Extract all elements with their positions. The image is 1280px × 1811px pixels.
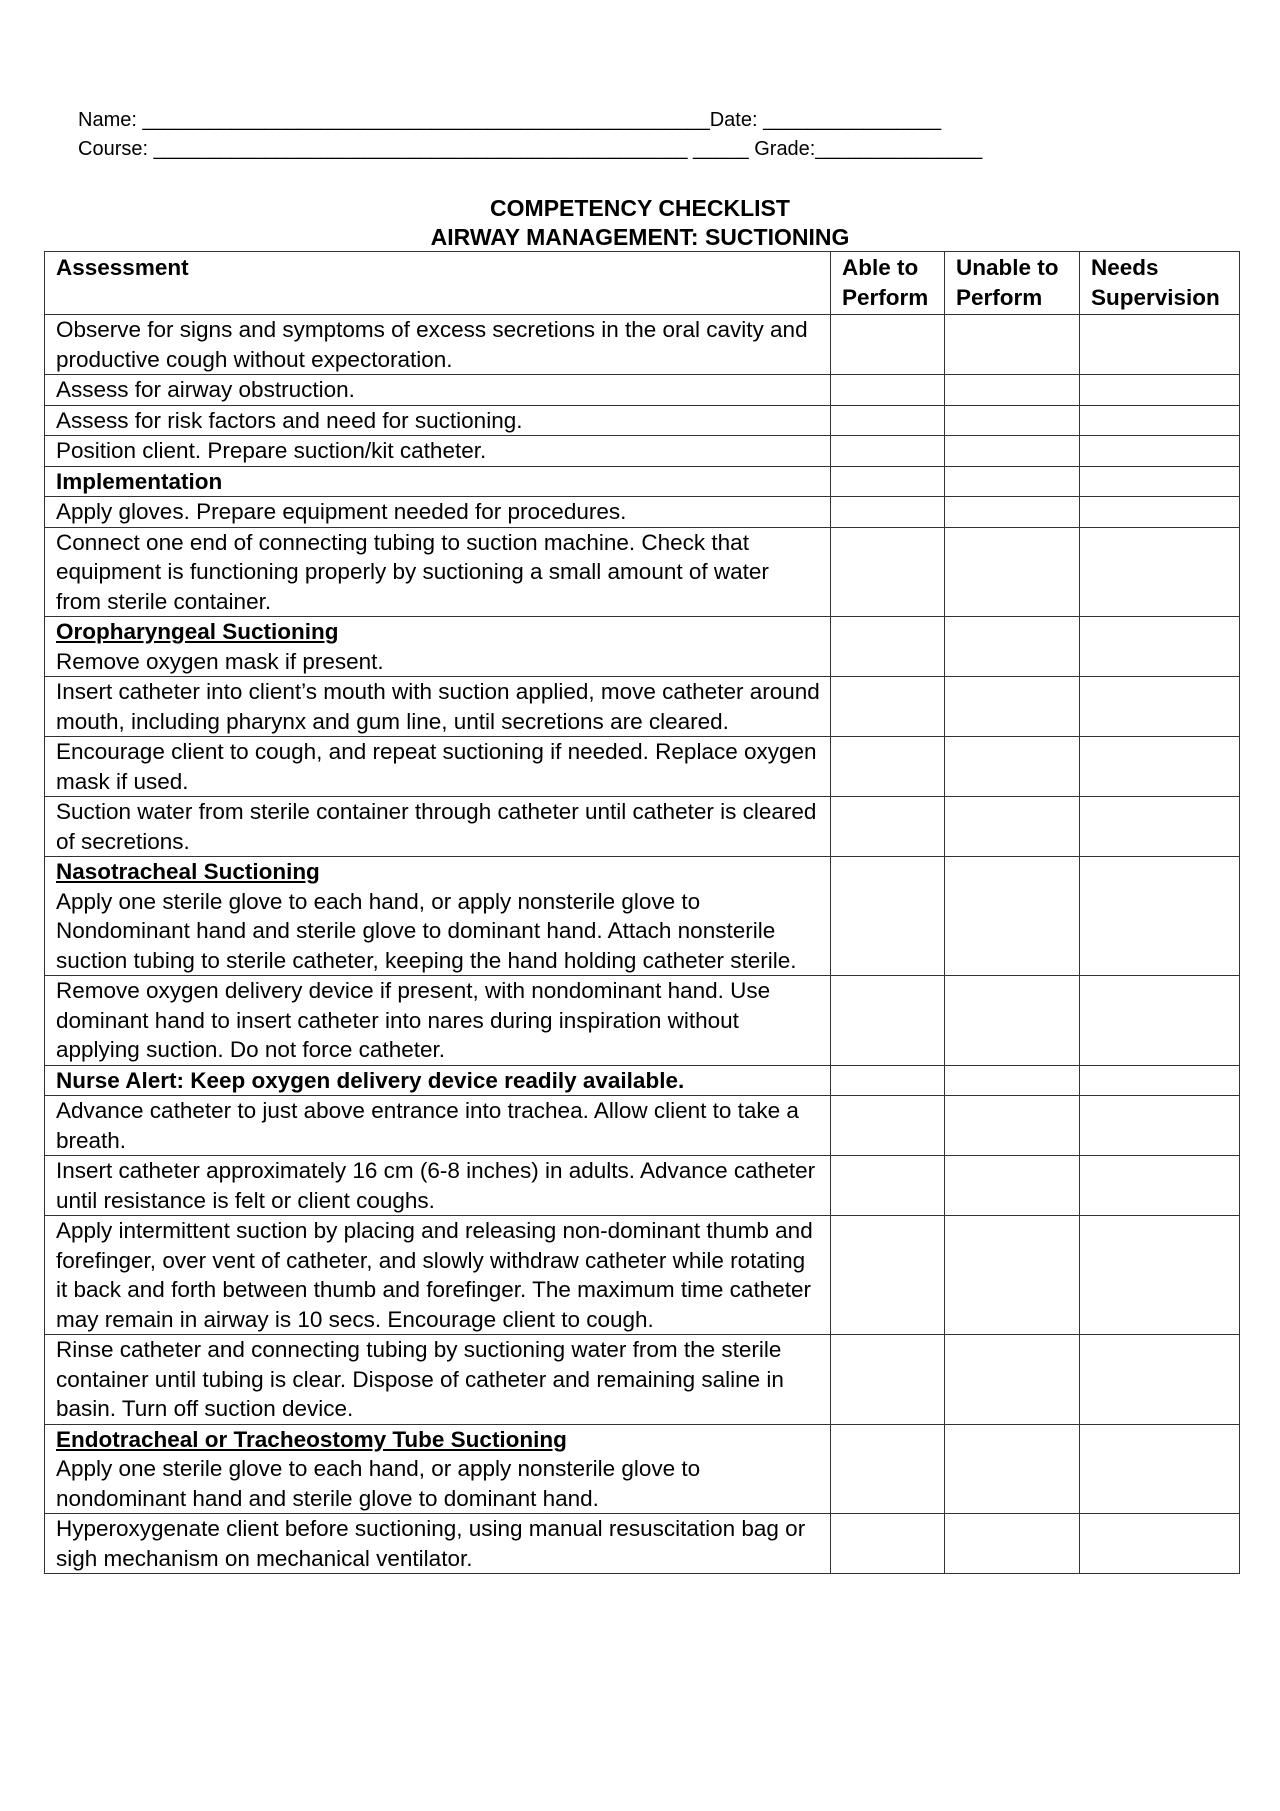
column-header-needs-supervision: Needs Supervision xyxy=(1080,252,1240,315)
assessment-step xyxy=(45,1514,831,1574)
step-text: Observe for signs and symptoms of excess secretions in the oral cavity and productive cough without expectoration. xyxy=(56,317,808,372)
step-text: Nurse Alert: Keep oxygen delivery device readily available. xyxy=(56,1067,685,1093)
needs-supervision-cell[interactable] xyxy=(1080,527,1240,617)
unable-to-perform-cell[interactable] xyxy=(945,857,1080,976)
table-row xyxy=(45,375,1240,406)
unable-to-perform-cell[interactable] xyxy=(945,497,1080,528)
table-row xyxy=(45,1096,1240,1156)
table-row xyxy=(45,857,1240,976)
section-heading: Oropharyngeal Suctioning xyxy=(56,619,339,644)
step-text: Insert catheter approximately 16 cm (6-8 inches) in adults. Advance catheter until resistance is felt or client coughs. xyxy=(56,1158,816,1213)
assessment-step xyxy=(45,436,831,467)
title-line-1: COMPETENCY CHECKLIST xyxy=(490,195,790,221)
column-header-assessment: Assessment xyxy=(45,252,831,315)
needs-supervision-cell[interactable] xyxy=(1080,737,1240,797)
able-to-perform-cell[interactable] xyxy=(831,436,945,467)
assessment-step xyxy=(45,1156,831,1216)
able-to-perform-cell[interactable] xyxy=(831,1065,945,1096)
assessment-step xyxy=(45,1216,831,1335)
needs-supervision-cell[interactable] xyxy=(1080,976,1240,1066)
form-header xyxy=(78,106,982,164)
able-to-perform-cell[interactable] xyxy=(831,497,945,528)
column-header-able-to-perform: Able to Perform xyxy=(831,252,945,315)
needs-supervision-cell[interactable] xyxy=(1080,405,1240,436)
unable-to-perform-cell[interactable] xyxy=(945,677,1080,737)
assessment-step xyxy=(45,527,831,617)
able-to-perform-cell[interactable] xyxy=(831,737,945,797)
step-text: Apply intermittent suction by placing and releasing non-dominant thumb and forefinger, over vent of catheter, and slowly withdraw catheter while rotating it back and forth between thumb and forefinger. The maximum time catheter may remain in airway is 10 secs. Encourage client to cough. xyxy=(56,1218,813,1332)
step-text: Hyperoxygenate client before suctioning, using manual resuscitation bag or sigh mechanism on mechanical ventilator. xyxy=(56,1516,806,1571)
able-to-perform-cell[interactable] xyxy=(831,405,945,436)
assessment-step xyxy=(45,976,831,1066)
step-text: Apply gloves. Prepare equipment needed for procedures. xyxy=(56,499,627,524)
unable-to-perform-cell[interactable] xyxy=(945,1216,1080,1335)
assessment-step xyxy=(45,617,831,677)
unable-to-perform-cell[interactable] xyxy=(945,1514,1080,1574)
able-to-perform-cell[interactable] xyxy=(831,1514,945,1574)
table-row xyxy=(45,797,1240,857)
unable-to-perform-cell[interactable] xyxy=(945,1335,1080,1425)
assessment-step xyxy=(45,466,831,497)
unable-to-perform-cell[interactable] xyxy=(945,797,1080,857)
step-text: Insert catheter into client’s mouth with suction applied, move catheter around mouth, including pharynx and gum line, until secretions are cleared. xyxy=(56,679,820,734)
step-text: Implementation xyxy=(56,468,223,494)
step-text: Rinse catheter and connecting tubing by suctioning water from the sterile container until tubing is clear. Dispose of catheter and remaining saline in basin. Turn off suction device. xyxy=(56,1337,784,1421)
needs-supervision-cell[interactable] xyxy=(1080,857,1240,976)
table-row xyxy=(45,436,1240,467)
needs-supervision-cell[interactable] xyxy=(1080,1096,1240,1156)
needs-supervision-cell[interactable] xyxy=(1080,617,1240,677)
column-header-unable-to-perform: Unable to Perform xyxy=(945,252,1080,315)
able-to-perform-cell[interactable] xyxy=(831,527,945,617)
unable-to-perform-cell[interactable] xyxy=(945,976,1080,1066)
table-row xyxy=(45,497,1240,528)
table-row xyxy=(45,976,1240,1066)
able-to-perform-cell[interactable] xyxy=(831,617,945,677)
assessment-step xyxy=(45,497,831,528)
needs-supervision-cell[interactable] xyxy=(1080,1216,1240,1335)
able-to-perform-cell[interactable] xyxy=(831,315,945,375)
step-text: Position client. Prepare suction/kit catheter. xyxy=(56,438,487,463)
assessment-step xyxy=(45,737,831,797)
table-row xyxy=(45,1514,1240,1574)
unable-to-perform-cell[interactable] xyxy=(945,527,1080,617)
assessment-step xyxy=(45,1335,831,1425)
table-row xyxy=(45,1065,1240,1096)
needs-supervision-cell[interactable] xyxy=(1080,797,1240,857)
section-heading: Nasotracheal Suctioning xyxy=(56,859,320,884)
able-to-perform-cell[interactable] xyxy=(831,797,945,857)
needs-supervision-cell[interactable] xyxy=(1080,436,1240,467)
table-row xyxy=(45,405,1240,436)
competency-checklist-table xyxy=(44,251,1240,1574)
table-row xyxy=(45,315,1240,375)
step-text: Remove oxygen delivery device if present, with nondominant hand. Use dominant hand to insert catheter into nares during inspiration without applying suction. Do not force catheter. xyxy=(56,978,771,1062)
table-row xyxy=(45,677,1240,737)
able-to-perform-cell[interactable] xyxy=(831,466,945,497)
unable-to-perform-cell[interactable] xyxy=(945,466,1080,497)
able-to-perform-cell[interactable] xyxy=(831,1335,945,1425)
assessment-step xyxy=(45,375,831,406)
needs-supervision-cell[interactable] xyxy=(1080,677,1240,737)
needs-supervision-cell[interactable] xyxy=(1080,1424,1240,1514)
assessment-step xyxy=(45,1065,831,1096)
needs-supervision-cell[interactable] xyxy=(1080,497,1240,528)
unable-to-perform-cell[interactable] xyxy=(945,617,1080,677)
title-line-2: AIRWAY MANAGEMENT: SUCTIONING xyxy=(430,224,850,250)
table-row xyxy=(45,1335,1240,1425)
needs-supervision-cell[interactable] xyxy=(1080,375,1240,406)
needs-supervision-cell[interactable] xyxy=(1080,1156,1240,1216)
assessment-step xyxy=(45,677,831,737)
able-to-perform-cell[interactable] xyxy=(831,1424,945,1514)
step-text: Apply one sterile glove to each hand, or apply nonsterile glove to nondominant hand and sterile glove to dominant hand. xyxy=(56,1456,701,1511)
step-text: Connect one end of connecting tubing to suction machine. Check that equipment is functioning properly by suctioning a small amount of water from sterile container. xyxy=(56,529,769,614)
needs-supervision-cell[interactable] xyxy=(1080,1065,1240,1096)
unable-to-perform-cell[interactable] xyxy=(945,436,1080,467)
unable-to-perform-cell[interactable] xyxy=(945,375,1080,406)
name-date-line[interactable]: Name: ___________________________________________________Date: ________________ xyxy=(78,109,942,131)
able-to-perform-cell[interactable] xyxy=(831,1096,945,1156)
unable-to-perform-cell[interactable] xyxy=(945,315,1080,375)
table-header-row xyxy=(45,252,1240,315)
needs-supervision-cell[interactable] xyxy=(1080,466,1240,497)
unable-to-perform-cell[interactable] xyxy=(945,1156,1080,1216)
able-to-perform-cell[interactable] xyxy=(831,375,945,406)
step-text: Advance catheter to just above entrance into trachea. Allow client to take a breath. xyxy=(56,1098,799,1153)
assessment-step xyxy=(45,405,831,436)
assessment-step xyxy=(45,315,831,375)
assessment-step xyxy=(45,797,831,857)
able-to-perform-cell[interactable] xyxy=(831,677,945,737)
able-to-perform-cell[interactable] xyxy=(831,857,945,976)
table-row xyxy=(45,1424,1240,1514)
table-row xyxy=(45,466,1240,497)
needs-supervision-cell[interactable] xyxy=(1080,315,1240,375)
step-text: Remove oxygen mask if present. xyxy=(56,648,384,674)
table-row xyxy=(45,527,1240,617)
able-to-perform-cell[interactable] xyxy=(831,1156,945,1216)
step-text: Apply one sterile glove to each hand, or apply nonsterile glove to Nondominant hand and sterile glove to dominant hand. Attach nonsterile suction tubing to sterile catheter, keeping the hand holding catheter sterile. xyxy=(56,888,797,973)
document-title xyxy=(0,194,1280,252)
unable-to-perform-cell[interactable] xyxy=(945,737,1080,797)
needs-supervision-cell[interactable] xyxy=(1080,1514,1240,1574)
table-row xyxy=(45,1216,1240,1335)
table-row xyxy=(45,617,1240,677)
step-text: Encourage client to cough, and repeat suctioning if needed. Replace oxygen mask if used. xyxy=(56,739,817,794)
assessment-step xyxy=(45,1096,831,1156)
step-text: Assess for risk factors and need for suctioning. xyxy=(56,407,523,433)
table-row xyxy=(45,1156,1240,1216)
assessment-step xyxy=(45,1424,831,1514)
unable-to-perform-cell[interactable] xyxy=(945,1424,1080,1514)
unable-to-perform-cell[interactable] xyxy=(945,405,1080,436)
unable-to-perform-cell[interactable] xyxy=(945,1065,1080,1096)
section-heading: Endotracheal or Tracheostomy Tube Suctioning xyxy=(56,1426,567,1452)
step-text: Suction water from sterile container through catheter until catheter is cleared of secretions. xyxy=(56,799,817,854)
step-text: Assess for airway obstruction. xyxy=(56,377,355,402)
assessment-step xyxy=(45,857,831,976)
course-grade-line[interactable]: Course: ________________________________________________ _____ Grade:_______________ xyxy=(78,138,983,160)
unable-to-perform-cell[interactable] xyxy=(945,1096,1080,1156)
able-to-perform-cell[interactable] xyxy=(831,1216,945,1335)
needs-supervision-cell[interactable] xyxy=(1080,1335,1240,1425)
table-row xyxy=(45,737,1240,797)
able-to-perform-cell[interactable] xyxy=(831,976,945,1066)
